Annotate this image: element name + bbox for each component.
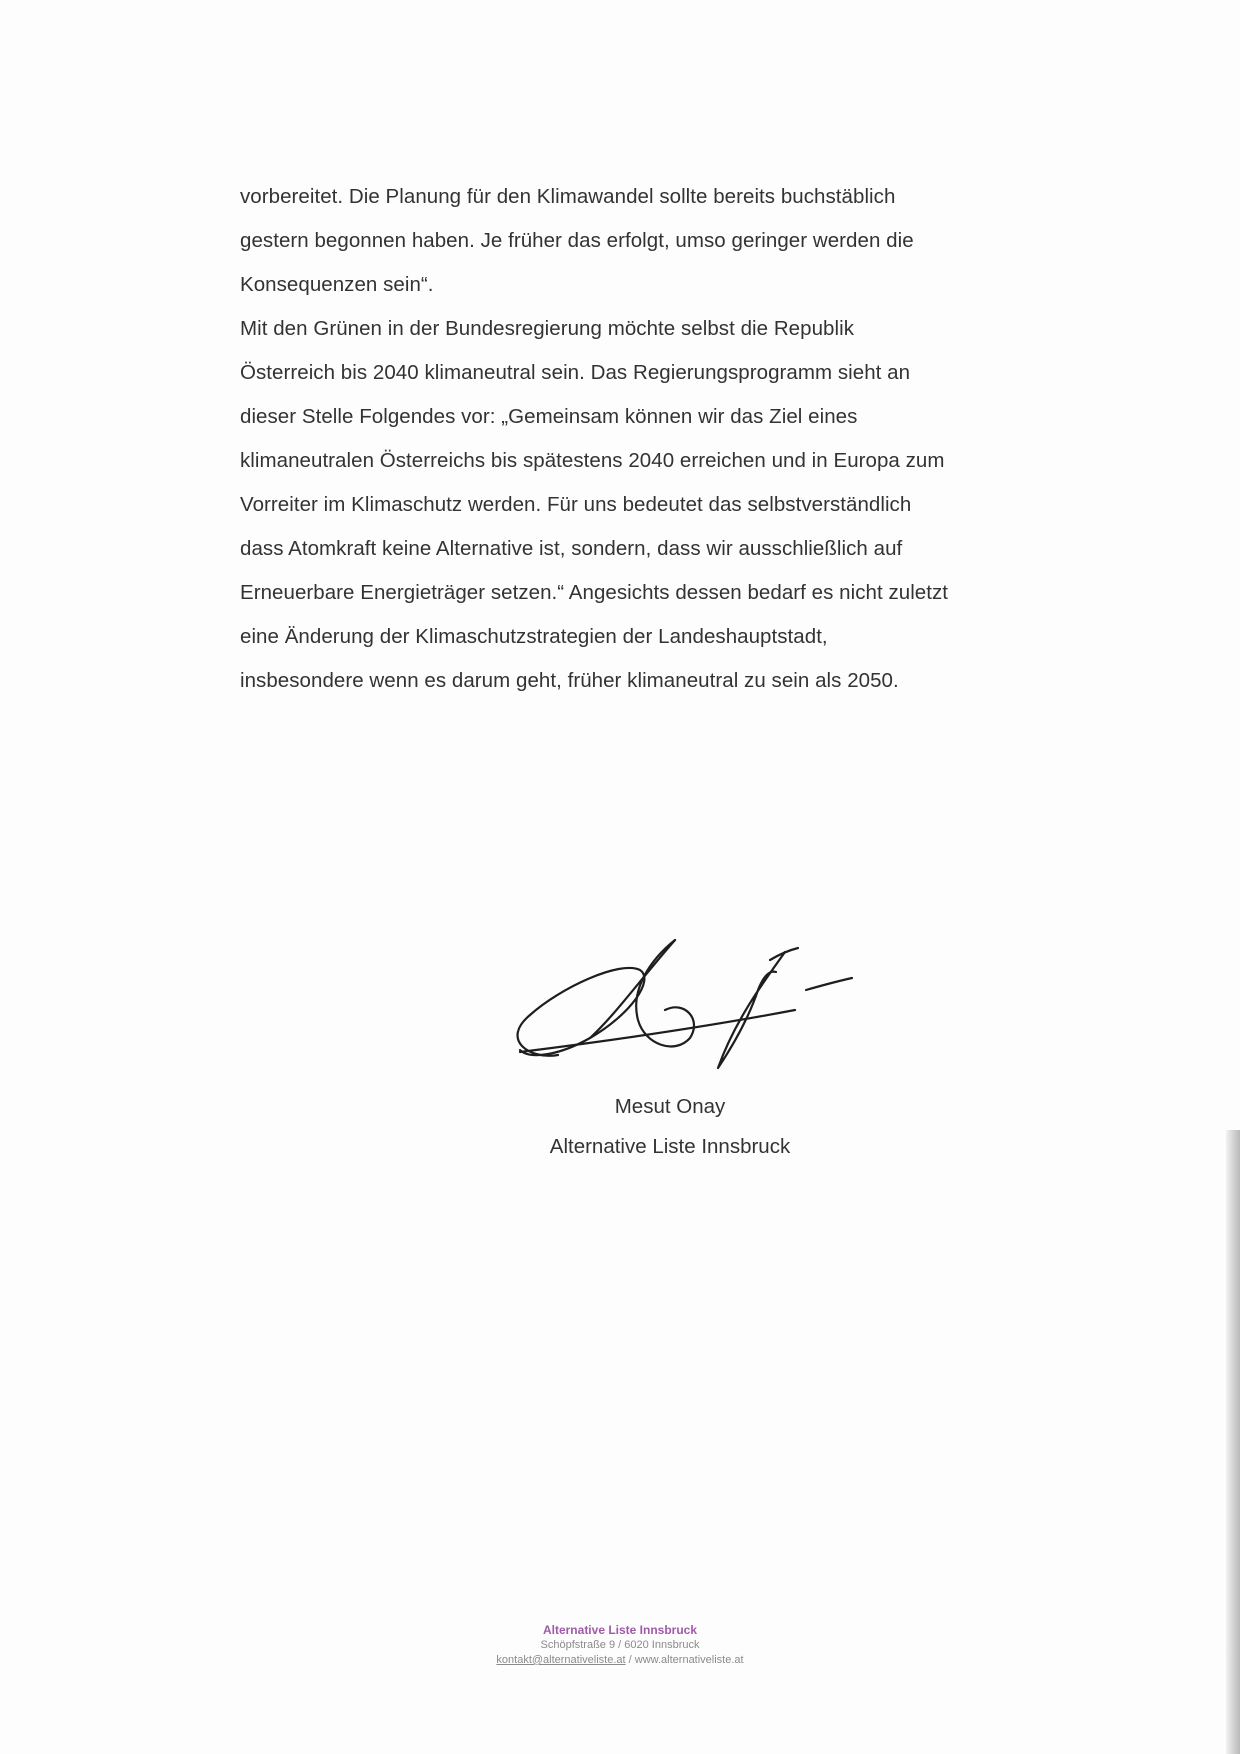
- text-line: Mit den Grünen in der Bundesregierung möchte selbst die Republik: [240, 317, 854, 340]
- text-line: vorbereitet. Die Planung für den Klimawandel sollte bereits buchstäblich: [240, 185, 896, 208]
- letterhead-footer: [0, 1622, 1240, 1668]
- handwritten-signature: [480, 920, 860, 1080]
- paragraph-2: [240, 307, 1070, 703]
- text-line: gestern begonnen haben. Je früher das erfolgt, umso geringer werden die: [240, 229, 914, 252]
- text-line: dass Atomkraft keine Alternative ist, sondern, dass wir ausschließlich auf: [240, 537, 903, 560]
- footer-separator: /: [625, 1654, 635, 1666]
- text-line: dieser Stelle Folgendes vor: „Gemeinsam können wir das Ziel eines: [240, 405, 858, 428]
- text-line: Vorreiter im Klimaschutz werden. Für uns bedeutet das selbstverständlich: [240, 493, 912, 516]
- paragraph-1: [240, 175, 1070, 307]
- text-line: Konsequenzen sein“.: [240, 273, 434, 296]
- footer-contact: [0, 1653, 1240, 1668]
- text-line: insbesondere wenn es darum geht, früher klimaneutral zu sein als 2050.: [240, 669, 899, 692]
- letter-body: [240, 175, 1070, 703]
- text-line: klimaneutralen Österreichs bis spätestens 2040 erreichen und in Europa zum: [240, 449, 945, 472]
- signer-name: Mesut Onay: [614, 1095, 726, 1118]
- text-line: Österreich bis 2040 klimaneutral sein. Das Regierungsprogramm sieht an: [240, 361, 911, 384]
- footer-organization: Alternative Liste Innsbruck: [542, 1623, 698, 1637]
- text-line: Erneuerbare Energieträger setzen.“ Angesichts dessen bedarf es nicht zuletzt: [240, 581, 949, 604]
- signature-block: [420, 920, 920, 1180]
- footer-address: Schöpfstraße 9 / 6020 Innsbruck: [540, 1639, 700, 1651]
- signer-organization: Alternative Liste Innsbruck: [549, 1135, 791, 1158]
- text-line: eine Änderung der Klimaschutzstrategien der Landeshauptstadt,: [240, 625, 828, 648]
- footer-email-link[interactable]: kontakt@alternativeliste.at: [496, 1654, 626, 1666]
- footer-website-link[interactable]: www.alternativeliste.at: [634, 1654, 744, 1666]
